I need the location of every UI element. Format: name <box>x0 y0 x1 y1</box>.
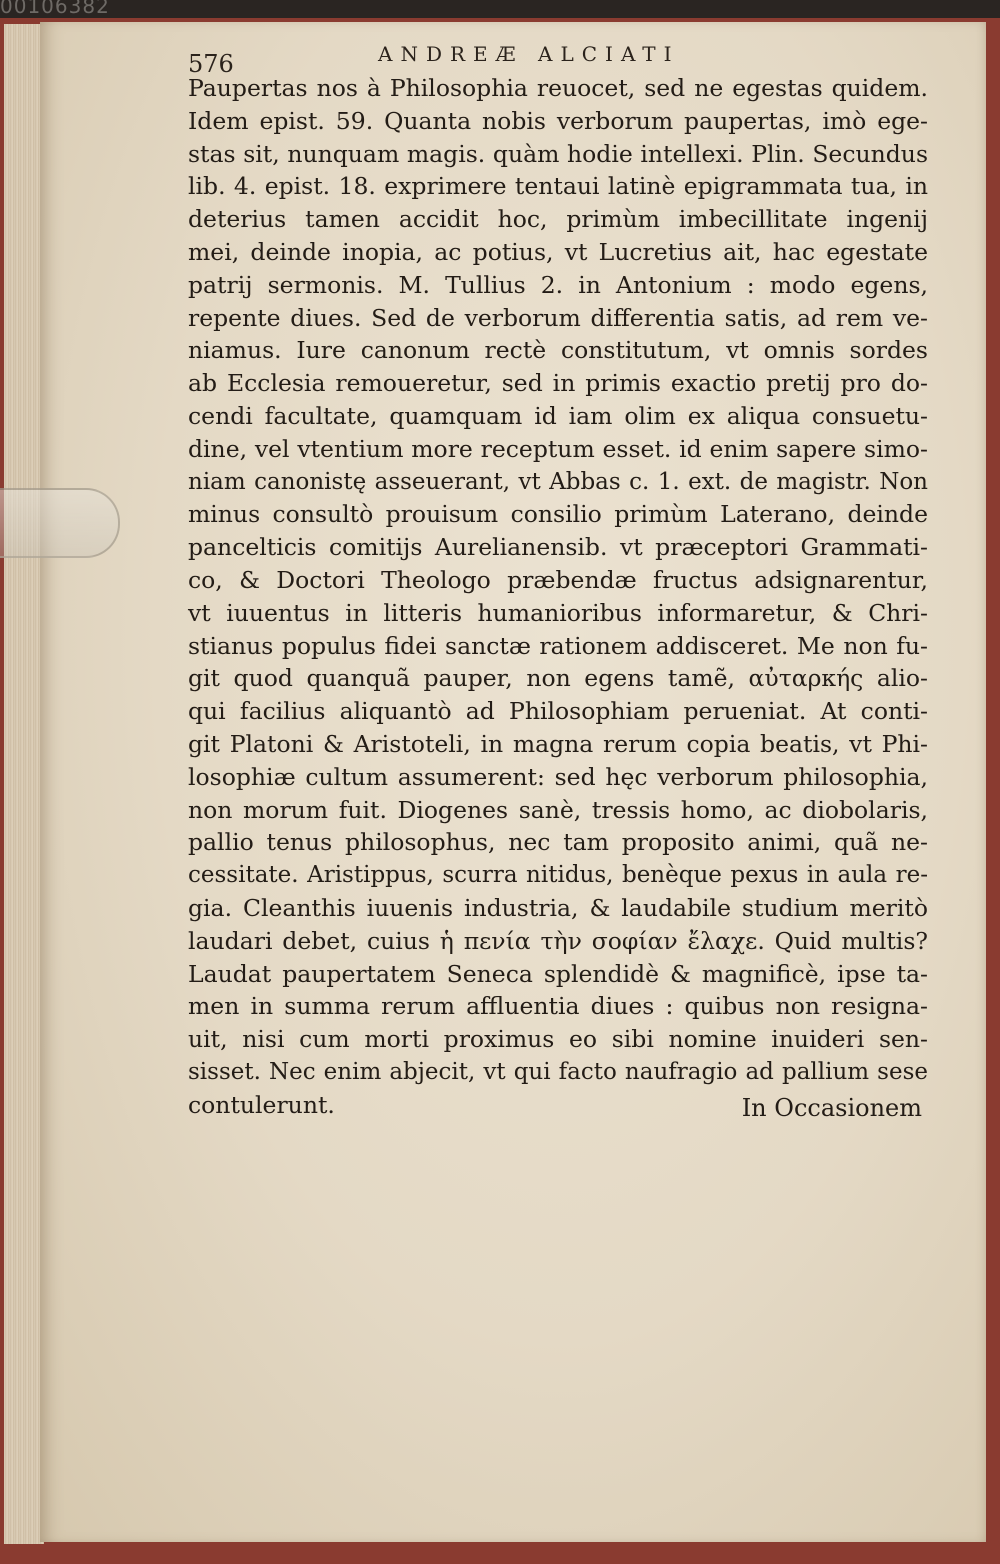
text-line: pallio tenus philosophus, nec tam proposito animi, quã ne- <box>188 828 928 857</box>
text-line: niam canonistę asseuerant, vt Abbas c. 1. ext. de magistr. Non <box>188 468 928 495</box>
text-line: lib. 4. epist. 18. exprimere tentaui latinè epigrammata tua, in <box>188 172 928 201</box>
page-number: 576 <box>188 50 234 78</box>
text-line: qui facilius aliquantò ad Philosophiam perueniat. At conti- <box>188 697 928 726</box>
text-line: repente diues. Sed de verborum differentia satis, ad rem ve- <box>188 303 928 332</box>
text-line-last: contulerunt. <box>188 1090 335 1119</box>
text-line: Laudat paupertatem Seneca splendidè & magnificè, ipse ta- <box>188 959 928 988</box>
running-head <box>188 30 928 78</box>
running-title: ANDREÆ ALCIATI <box>378 42 680 66</box>
text-line: ab Ecclesia remoueretur, sed in primis exactio pretij pro do- <box>188 369 928 398</box>
text-line: laudari debet, cuius ἡ πενία τὴν σοφίαν ἔλαχε. Quid multis? <box>188 926 928 955</box>
catchword: In Occasionem <box>741 1094 922 1122</box>
text-line: mei, deinde inopia, ac potius, vt Lucretius ait, hac egestate <box>188 237 928 266</box>
text-line: deterius tamen accidit hoc, primùm imbecillitate ingenij <box>188 205 928 234</box>
text-line: sisset. Nec enim abjecit, vt qui facto naufragio ad pallium sese <box>188 1058 928 1085</box>
text-line: patrij sermonis. M. Tullius 2. in Antonium : modo egens, <box>188 270 928 299</box>
text-line: co, & Doctori Theologo præbendæ fructus adsignarentur, <box>188 565 928 594</box>
text-line: pancelticis comitijs Aurelianensib. vt præceptori Grammati- <box>188 533 928 562</box>
text-line: vt iuuentus in litteris humanioribus informaretur, & Chri- <box>188 598 928 627</box>
scan-identifier: 00106382 <box>0 0 110 18</box>
text-line: git Platoni & Aristoteli, in magna rerum copia beatis, vt Phi- <box>188 729 928 758</box>
text-line: niamus. Iure canonum rectè constitutum, vt omnis sordes <box>188 336 928 365</box>
text-line: git quod quanquã pauper, non egens tamẽ, αὐταρκής alio- <box>188 664 928 693</box>
text-line: men in summa rerum affluentia diues : quibus non resigna- <box>188 992 928 1021</box>
text-line: Idem epist. 59. Quanta nobis verborum paupertas, imò ege- <box>188 106 928 135</box>
text-line: stianus populus fidei sanctæ rationem addisceret. Me non fu- <box>188 631 928 660</box>
text-line: non morum fuit. Diogenes sanè, tressis homo, ac diobolaris, <box>188 795 928 824</box>
text-line: stas sit, nunquam magis. quàm hodie intellexi. Plin. Secundus <box>188 139 928 168</box>
text-line: minus consultò prouisum consilio primùm Laterano, deinde <box>188 500 928 529</box>
page-stack-edge <box>4 24 44 1544</box>
text-line: dine, vel vtentium more receptum esset. id enim sapere simo- <box>188 434 928 463</box>
text-line: cendi facultate, quamquam id iam olim ex aliqua consuetu- <box>188 401 928 430</box>
text-line: losophiæ cultum assumerent: sed hęc verborum philosophia, <box>188 762 928 791</box>
text-line: Paupertas nos à Philosophia reuocet, sed ne egestas quidem. <box>188 74 928 102</box>
text-line: cessitate. Aristippus, scurra nitidus, benèque pexus in aula re- <box>188 862 928 889</box>
body-text <box>188 72 928 1122</box>
text-line: gia. Cleanthis iuuenis industria, & laudabile studium meritò <box>188 893 928 922</box>
text-line: uit, nisi cum morti proximus eo sibi nomine inuideri sen- <box>188 1025 928 1054</box>
page-clip <box>0 488 120 558</box>
